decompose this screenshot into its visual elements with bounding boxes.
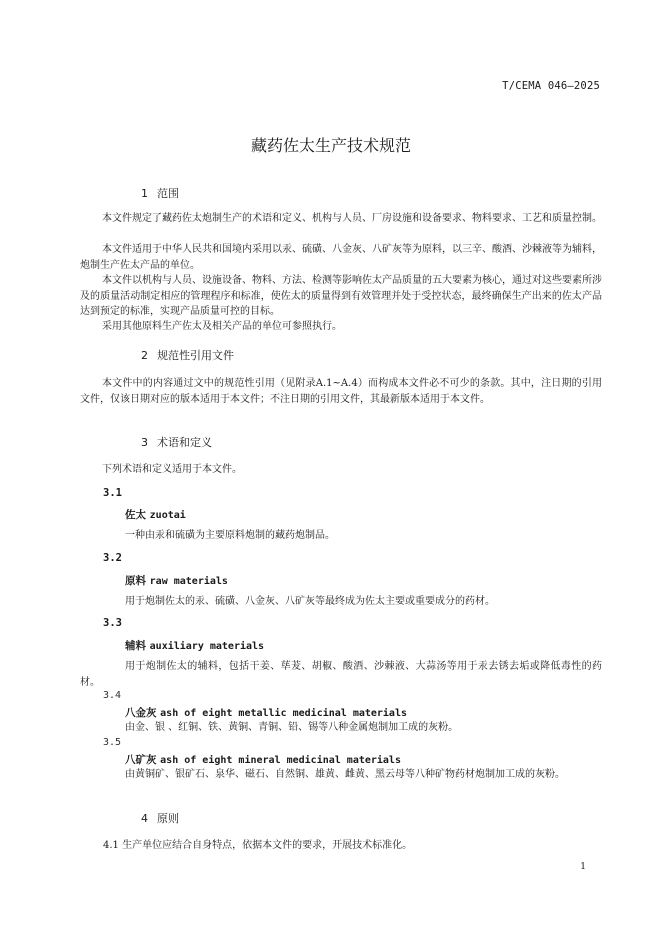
term-number: 3.1 (103, 487, 122, 499)
term-name (125, 507, 186, 522)
term-cn: 辅料 (125, 640, 146, 652)
section-heading-terms (141, 434, 212, 450)
page-number: 1 (580, 862, 586, 872)
term-number: 3.3 (103, 617, 122, 629)
term-definition: 由黄铜矿、银矿石、泉华、磁石、自然铜、雄黄、雌黄、黑云母等八种矿物药材炮制加工成的灰粉。 (125, 769, 565, 780)
term-cn: 八金灰 (125, 707, 157, 719)
scope-paragraph-2: 本文件适用于中华人民共和国境内采用以汞、硫磺、八金灰、八矿灰等为原料，以三辛、酸酒、沙棘液等为辅料，炮制生产佐太产品的单位。 (80, 244, 602, 271)
term-definition: 由金、银 、红铜、铁、黄铜、青铜、铅、锡等八种金属炮制加工成的灰粉。 (125, 722, 459, 733)
scope-paragraph-4: 采用其他原料生产佐太及相关产品的单位可参照执行。 (102, 321, 342, 332)
term-name (125, 638, 264, 653)
normative-paragraph: 本文件中的内容通过文中的规范性引用（见附录A.1~A.4）而构成本文件必不可少的条款。其中，注日期的引用文件，仅该日期对应的版本适用于本文件；不注日期的引用文件，其最新版本适用于本文件。 (80, 378, 602, 405)
term-cn: 原料 (125, 575, 146, 587)
term-en: auxiliary materials (149, 641, 265, 652)
section-heading-principles (141, 810, 179, 826)
term-cn: 八矿灰 (125, 754, 157, 766)
scope-paragraph-3: 本文件以机构与人员、设施设备、物料、方法、检测等影响佐太产品质量的五大要素为核心，通过对这些要素所涉及的质量活动制定相应的管理程序和标准，使佐太的质量得到有效管理并处于受控状态，最终确保生产出来的佐太产品达到预定的标准，实现产品质量可控的目标。 (80, 275, 602, 317)
principles-paragraph: 4.1 生产单位应结合自身特点，依据本文件的要求，开展技术标准化。 (103, 840, 413, 851)
section-number: 3 (141, 436, 148, 449)
term-en: ash of eight mineral medicinal materials (160, 755, 401, 766)
section-title: 范围 (157, 187, 179, 200)
term-number: 3.5 (103, 737, 122, 748)
page-title: 藏药佐太生产技术规范 (250, 136, 411, 155)
term-definition: 用于炮制佐太的辅料，包括干姜、荜茇、胡椒、酸酒、沙棘液、大蒜汤等用于汞去锈去垢或降低毒性的药材。 (80, 661, 602, 688)
section-number: 4 (141, 812, 148, 825)
term-number: 3.4 (103, 690, 122, 701)
term-name (125, 573, 228, 588)
section-heading-normative (141, 347, 234, 363)
term-en: ash of eight metallic medicinal materials (160, 708, 407, 719)
term-en: raw materials (149, 576, 228, 587)
section-number: 2 (141, 349, 148, 362)
section-title: 原则 (157, 812, 179, 825)
term-en: zuotai (149, 510, 186, 521)
term-definition: 一种由汞和硫磺为主要原料炮制的藏药炮制品。 (125, 530, 335, 541)
term-name (125, 705, 407, 720)
scope-paragraph-1: 本文件规定了藏药佐太炮制生产的术语和定义、机构与人员、厂房设施和设备要求、物料要求、工艺和质量控制。 (102, 213, 602, 224)
terms-intro: 下列术语和定义适用于本文件。 (102, 464, 242, 475)
section-number: 1 (141, 187, 148, 200)
term-name (125, 752, 401, 767)
section-title: 规范性引用文件 (157, 349, 234, 362)
term-cn: 佐太 (125, 509, 146, 521)
section-heading-scope (141, 185, 179, 201)
term-number: 3.2 (103, 552, 122, 564)
term-definition: 用于炮制佐太的汞、硫磺、八金灰、八矿灰等最终成为佐太主要或重要成分的药材。 (125, 596, 495, 607)
standard-code: T/CEMA 046—2025 (502, 80, 600, 92)
section-title: 术语和定义 (157, 436, 212, 449)
